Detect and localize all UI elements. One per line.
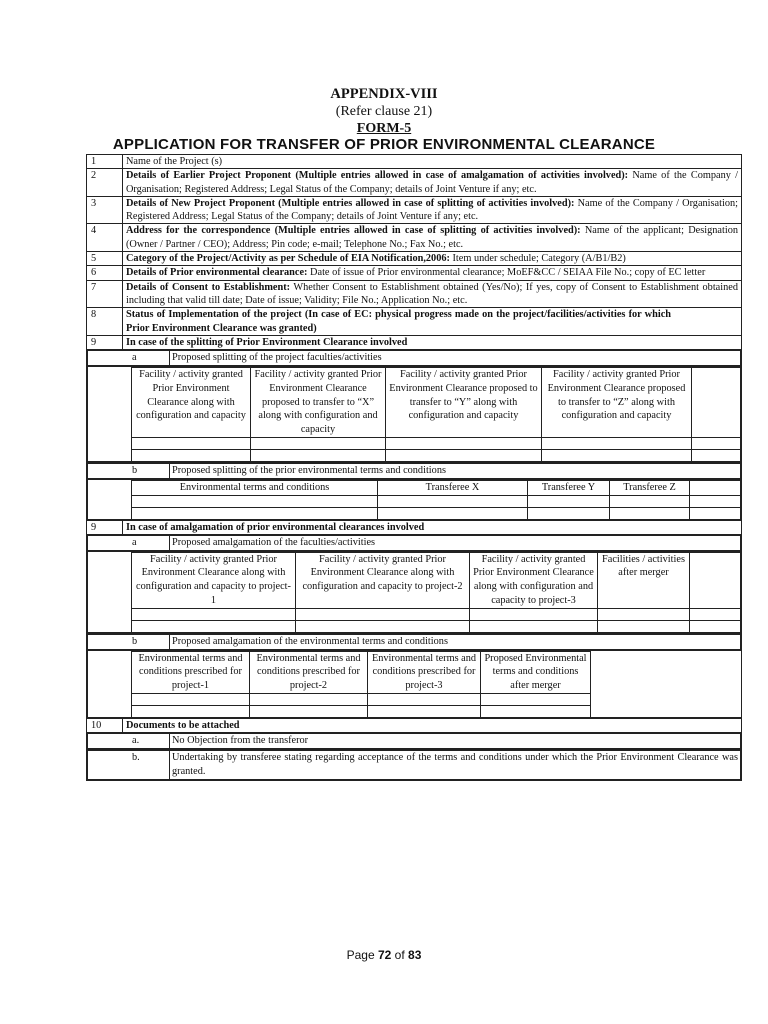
form-row-3 — [87, 196, 742, 224]
form-row-9-amalgamation — [87, 520, 742, 534]
row-heading: Category of the Project/Activity as per Schedule of EIA Notification,2006: — [126, 253, 450, 265]
table-row — [88, 437, 741, 449]
subrow-label: b. — [88, 751, 170, 780]
table-row — [88, 694, 742, 706]
subrow-wrapper — [87, 633, 742, 650]
form-subrow-9b-amalgamation — [87, 633, 742, 650]
row-number: 3 — [87, 196, 123, 224]
row-heading: Details of Earlier Project Proponent (Multiple entries allowed in case of amalgamation of activities involved): — [126, 170, 629, 182]
amalgamation-facilities-grid — [87, 551, 742, 633]
grid-margin — [88, 552, 132, 608]
table-row — [88, 608, 741, 620]
form-row-5 — [87, 252, 742, 266]
subrow-table — [87, 733, 741, 749]
form-table — [86, 154, 742, 781]
grid-wrapper — [87, 650, 742, 718]
form-row-8 — [87, 308, 742, 336]
column-header: Transferee Y — [528, 480, 610, 495]
form-subrow-9b — [87, 462, 742, 479]
table-row — [88, 449, 741, 461]
row-number: 1 — [87, 155, 123, 169]
subrow-wrapper — [87, 750, 742, 781]
row-content — [123, 266, 742, 280]
row-heading: Documents to be attached — [126, 720, 240, 731]
empty-cell — [591, 651, 742, 693]
form-row-10 — [87, 719, 742, 733]
row-text: Name of the Company / Organisation; Registered Address; Legal Status of the Company; details of Joint Venture if any; etc. — [126, 170, 738, 195]
column-header: Facilities / activities after merger — [598, 552, 690, 608]
row-number: 2 — [87, 169, 123, 197]
row-number: 5 — [87, 252, 123, 266]
form-row-2 — [87, 169, 742, 197]
row-content — [123, 224, 742, 252]
grid-margin — [88, 651, 132, 693]
page-number: 72 — [377, 948, 392, 962]
row-number: 8 — [87, 308, 123, 336]
subrow-label: a — [88, 535, 170, 550]
subrow-wrapper — [87, 462, 742, 479]
empty-cell — [692, 367, 741, 437]
column-header: Facility / activity granted Prior Environment Clearance proposed to transfer to “X” along with configuration and capacity — [251, 367, 386, 437]
form-row-6 — [87, 266, 742, 280]
amalgamation-terms-table — [87, 651, 741, 718]
row-content — [123, 196, 742, 224]
grid-wrapper — [87, 366, 742, 462]
row-text: Whether Consent to Establishment obtained (Yes/No); If yes, copy of Consent to Establishment obtained including that valid till date; Date of issue; Validity; File No.; Application No.; etc. — [126, 281, 738, 306]
column-header: Transferee Z — [610, 480, 690, 495]
column-header: Facility / activity granted Prior Environment Clearance along with configuration and capacity to project-1 — [132, 552, 296, 608]
page-of: of — [391, 948, 409, 962]
form-row-4 — [87, 224, 742, 252]
subrow-text: Proposed splitting of the prior environmental terms and conditions — [170, 463, 741, 478]
row-content — [123, 719, 742, 733]
row-content — [123, 335, 742, 349]
grid-wrapper — [87, 551, 742, 633]
application-form — [86, 154, 742, 781]
column-header: Environmental terms and conditions — [132, 480, 378, 495]
splitting-terms-grid — [87, 479, 742, 520]
subrow-label: a — [88, 351, 170, 366]
form-row-9-splitting — [87, 335, 742, 349]
column-header: Facility / activity granted Prior Environment Clearance along with configuration and capacity to project-3 — [470, 552, 598, 608]
row-number: 9 — [87, 335, 123, 349]
subrow-table — [87, 750, 741, 780]
row-content — [123, 520, 742, 534]
row-heading: Details of New Project Proponent (Multiple entries allowed in case of splitting of activities involved): — [126, 197, 575, 209]
column-header: Environmental terms and conditions prescribed for project-2 — [250, 651, 368, 693]
amalgamation-facilities-table — [87, 552, 741, 633]
row-heading: In case of the splitting of Prior Environment Clearance involved — [126, 336, 408, 348]
subrow-label: b — [88, 463, 170, 478]
splitting-facilities-grid — [87, 366, 742, 462]
column-header: Facility / activity granted Prior Environment Clearance proposed to transfer to “Z” along with configuration and capacity — [542, 367, 692, 437]
amalgamation-terms-grid — [87, 650, 742, 718]
subrow-text: Proposed amalgamation of the faculties/activities — [170, 535, 741, 550]
row-number: 6 — [87, 266, 123, 280]
row-text: Item under schedule; Category (A/B1/B2) — [449, 253, 626, 265]
appendix-heading: APPENDIX-VIII — [330, 86, 438, 102]
row-text: Name of the Project (s) — [123, 155, 742, 169]
column-header: Facility / activity granted Prior Environment Clearance along with configuration and capacity to project-2 — [296, 552, 470, 608]
page-footer — [0, 948, 768, 962]
form-title: APPLICATION FOR TRANSFER OF PRIOR ENVIRONMENTAL CLEARANCE — [112, 136, 656, 153]
table-row — [88, 495, 741, 507]
form-row-10a — [87, 733, 742, 750]
column-header: Environmental terms and conditions prescribed for project-3 — [368, 651, 481, 693]
subrow-wrapper — [87, 733, 742, 750]
column-header: Facility / activity granted Prior Environment Clearance proposed to transfer to “Y” along with configuration and capacity — [386, 367, 542, 437]
table-row — [88, 706, 742, 718]
page-total: 83 — [408, 948, 422, 962]
refer-clause: (Refer clause 21) — [335, 104, 433, 119]
row-number: 9 — [87, 520, 123, 534]
subrow-wrapper — [87, 534, 742, 551]
row-content — [123, 252, 742, 266]
empty-cell — [690, 480, 741, 495]
grid-margin — [88, 367, 132, 437]
subrow-text: Proposed amalgamation of the environmental terms and conditions — [170, 634, 741, 649]
row-heading: Status of Implementation of the project (In case of EC: physical progress made on the project/facilities/activities for which Prior Environment Clearance was granted) — [126, 309, 671, 334]
splitting-terms-table — [87, 480, 741, 520]
form-subrow-9a-amalgamation — [87, 534, 742, 551]
row-heading: In case of amalgamation of prior environmental clearances involved — [126, 521, 425, 533]
subrow-table — [87, 634, 741, 650]
row-heading: Address for the correspondence (Multiple entries allowed in case of splitting of activities involved): — [126, 225, 581, 237]
column-header: Proposed Environmental terms and conditions after merger — [481, 651, 591, 693]
form-row-1 — [87, 155, 742, 169]
row-content — [123, 308, 742, 336]
page-prefix: Page — [346, 948, 378, 962]
column-header: Facility / activity granted Prior Environment Clearance along with configuration and capacity — [132, 367, 251, 437]
row-number: 7 — [87, 280, 123, 308]
subrow-table — [87, 535, 741, 551]
subrow-label: a. — [88, 734, 170, 749]
grid-wrapper — [87, 479, 742, 520]
subrow-text: Proposed splitting of the project faculties/activities — [170, 351, 741, 366]
subrow-text: Undertaking by transferee stating regarding acceptance of the terms and conditions under which the Prior Environment Clearance was granted. — [170, 751, 741, 780]
row-number: 10 — [87, 719, 123, 733]
subrow-wrapper — [87, 350, 742, 367]
form-row-7 — [87, 280, 742, 308]
form-subrow-9a — [87, 350, 742, 367]
form-row-10b — [87, 750, 742, 781]
subrow-label: b — [88, 634, 170, 649]
empty-cell — [690, 552, 741, 608]
column-header: Environmental terms and conditions prescribed for project-1 — [132, 651, 250, 693]
row-text: Name of the applicant; Designation (Owner / Partner / CEO); Address; Pin code; e-mail; Telephone No.; Fax No.; etc. — [126, 225, 738, 250]
row-text: Name of the Company / Organisation; Registered Address; Legal Status of the Company; details of Joint Venture if any; etc. — [126, 197, 738, 223]
form-number: FORM-5 — [356, 121, 412, 136]
row-text: Date of issue of Prior environmental clearance; MoEF&CC / SEIAA File No.; copy of EC letter — [307, 267, 706, 279]
grid-margin — [88, 480, 132, 495]
table-row — [88, 620, 741, 632]
splitting-facilities-table — [87, 367, 741, 462]
row-content — [123, 280, 742, 308]
column-header: Transferee X — [378, 480, 528, 495]
row-heading: Details of Consent to Establishment: — [126, 281, 291, 293]
table-row — [88, 507, 741, 519]
row-heading: Details of Prior environmental clearance: — [126, 267, 308, 279]
subrow-text: No Objection from the transferor — [170, 734, 741, 749]
subrow-table — [87, 350, 741, 366]
row-number: 4 — [87, 224, 123, 252]
row-content — [123, 169, 742, 197]
subrow-table — [87, 463, 741, 479]
